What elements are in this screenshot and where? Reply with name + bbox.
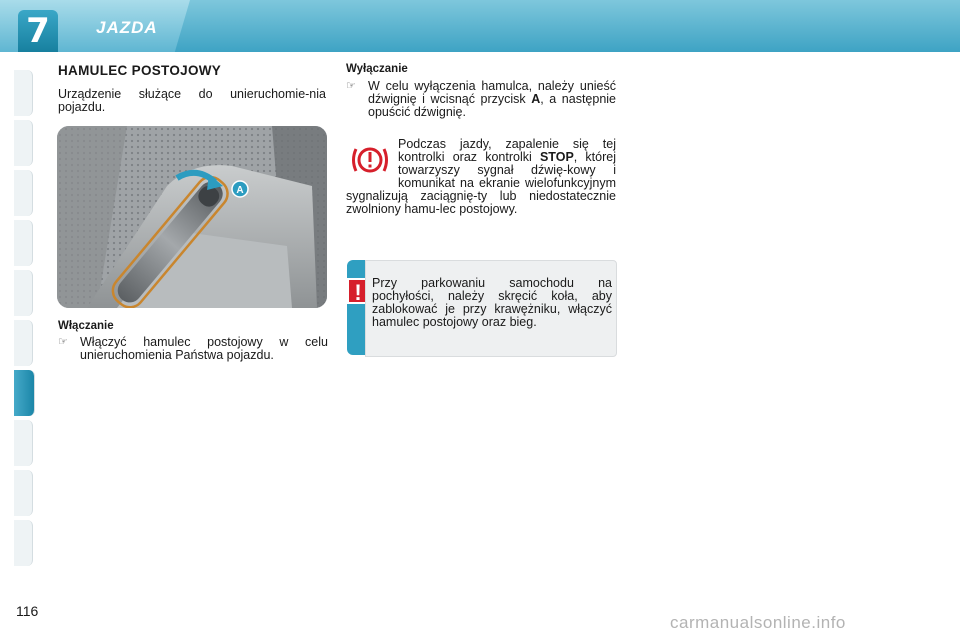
side-tab-7-active[interactable] <box>14 370 35 416</box>
release-heading: Wyłączanie <box>346 63 408 75</box>
side-tab-1[interactable] <box>14 70 33 116</box>
engage-bullet <box>58 336 328 362</box>
note-strip <box>347 260 365 355</box>
section-intro: Urządzenie służące do unieruchomie-nia pojazdu. <box>58 87 326 114</box>
parking-note-box <box>347 260 617 355</box>
section-title: HAMULEC POSTOJOWY <box>58 63 222 78</box>
note-text: Przy parkowaniu samochodu na pochyłości, należy skręcić koła, aby zablokować je przy krawężniku, włączyć hamulec postojowy oraz bieg. <box>372 276 612 329</box>
chapter-side-tabs <box>14 70 34 575</box>
side-tab-2[interactable] <box>14 120 33 166</box>
side-tab-3[interactable] <box>14 170 33 216</box>
side-tab-4[interactable] <box>14 220 33 266</box>
note-panel <box>365 260 617 357</box>
engage-heading: Włączanie <box>58 320 114 332</box>
hand-pointer-icon: ☞ <box>346 80 356 92</box>
release-text: W celu wyłączenia hamulca, należy unieść dźwignię i wcisnąć przycisk A, a następnie opuścić dźwignię. <box>368 79 616 119</box>
side-tab-6[interactable] <box>14 320 33 366</box>
side-tab-5[interactable] <box>14 270 33 316</box>
chapter-number-badge: 7 <box>18 10 58 52</box>
engage-text: Włączyć hamulec postojowy w celu unieruchomienia Państwa pojazdu. <box>80 335 328 362</box>
warning-text: Podczas jazdy, zapalenie się tej kontrolki oraz kontrolki STOP, której towarzyszy sygnał dźwię-kowy i komunikat na ekranie wielofunkcyjnym sygnalizują zaciągnię-ty lub niedostatecznie zwolniony hamu-lec postojowy. <box>346 137 617 216</box>
stop-label: STOP <box>539 150 574 164</box>
release-bullet <box>346 80 616 119</box>
side-tab-8[interactable] <box>14 420 33 466</box>
button-a-label: A <box>531 92 541 106</box>
parking-brake-illustration <box>57 126 327 308</box>
exclamation-icon: ! <box>347 278 369 304</box>
hand-pointer-icon: ☞ <box>58 336 68 348</box>
watermark: carmanualsonline.info <box>670 613 846 632</box>
side-tab-9[interactable] <box>14 470 33 516</box>
chapter-header <box>0 0 960 52</box>
callout-label-a: A <box>236 185 244 196</box>
side-tab-10[interactable] <box>14 520 33 566</box>
parking-brake-photo <box>57 126 327 308</box>
chapter-title: JAZDA <box>96 18 158 37</box>
page-number: 116 <box>16 603 39 619</box>
